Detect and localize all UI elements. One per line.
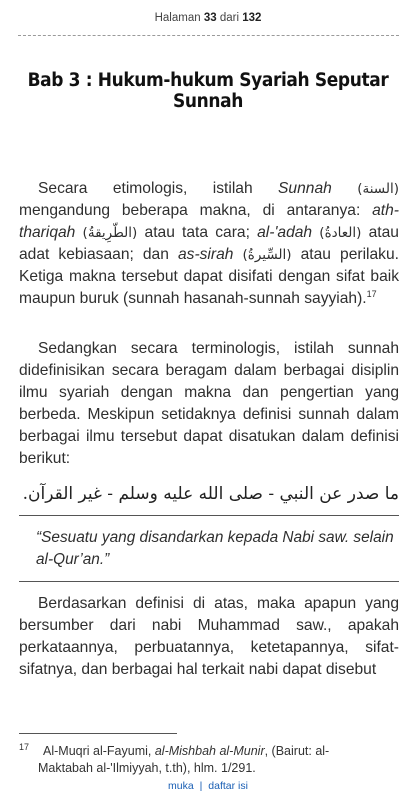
page-label: Halaman <box>154 12 201 24</box>
page-navigation <box>0 780 416 792</box>
nav-link-daftar-isi[interactable]: daftar isi <box>208 780 248 792</box>
footnote-text: , (Bairut: al- <box>264 744 330 758</box>
page-of-label: dari <box>219 12 240 24</box>
paragraph-etymology <box>19 178 399 310</box>
nav-link-muka[interactable]: muka <box>168 780 194 792</box>
header-divider <box>18 35 399 36</box>
footnote <box>19 743 399 777</box>
current-page-number: 33 <box>203 12 217 24</box>
total-pages-number: 132 <box>242 12 262 24</box>
term-thariqah: ath-thariqah <box>19 202 399 241</box>
term-adah: al-'adah <box>257 224 313 241</box>
footnote-reference[interactable]: 17 <box>366 288 377 299</box>
footnote-text: Maktabah al-'Ilmiyyah, t.th), hlm. 1/291. <box>38 761 256 775</box>
paragraph-text: Sedangkan secara terminologis, istilah sunnah didefinisikan secara beragam dalam berbagai disiplin ilmu syariah dengan makna dan pengertian yang berbeda. Meskipun setidaknya definisi sunnah dalam berbagai ilmu tersebut dapat disatukan dalam definisi berikut: <box>19 340 399 467</box>
term-sunnah: Sunnah <box>278 180 332 197</box>
term-sirah: as-sirah <box>177 246 234 263</box>
paragraph-conclusion <box>19 593 399 681</box>
text-segment: atau adat kebiasaan; dan <box>19 224 399 263</box>
arabic-definition: ما صدر عن النبي - صلى الله عليه وسلم - غير القرآن. <box>22 484 399 504</box>
arabic-term: (العادةُ) <box>319 225 362 241</box>
page-header <box>0 12 416 24</box>
footnote-number: 17 <box>19 741 30 752</box>
paragraph-terminology <box>19 338 399 470</box>
quote-bottom-rule <box>19 581 399 582</box>
paragraph-text: Berdasarkan definisi di atas, maka apapun yang bersumber dari nabi Muhammad saw., apakah perkataannya, perbuatannya, ketetapannya, sifat-sifatnya, dan berbagai hal terkait nabi dapat disebut <box>19 595 399 678</box>
footnote-book-title: al-Mishbah al-Munir <box>154 744 265 758</box>
arabic-term: (الطّرِيقةُ) <box>82 225 138 241</box>
definition-quote: “Sesuatu yang disandarkan kepada Nabi saw. selain al-Qur’an.” <box>36 529 394 568</box>
text-segment: Secara etimologis, istilah <box>38 180 279 197</box>
text-segment: atau perilaku. Ketiga makna tersebut dapat disifati dengan sifat baik maupun buruk (sunnah hasanah-sunnah sayyiah). <box>19 246 399 307</box>
arabic-term: (السنة) <box>357 181 399 197</box>
nav-separator: | <box>199 780 203 792</box>
text-segment: mengandung beberapa makna, di antaranya: <box>19 202 373 219</box>
quote-top-rule <box>19 515 399 516</box>
text-segment: atau tata cara; <box>137 224 258 241</box>
arabic-term: (السِّيرةُ) <box>242 247 292 263</box>
footnote-divider <box>19 733 177 734</box>
footnote-text: Al-Muqri al-Fayumi, <box>43 744 155 758</box>
chapter-title: Bab 3 : Hukum-hukum Syariah Seputar Sunnah <box>27 70 389 112</box>
